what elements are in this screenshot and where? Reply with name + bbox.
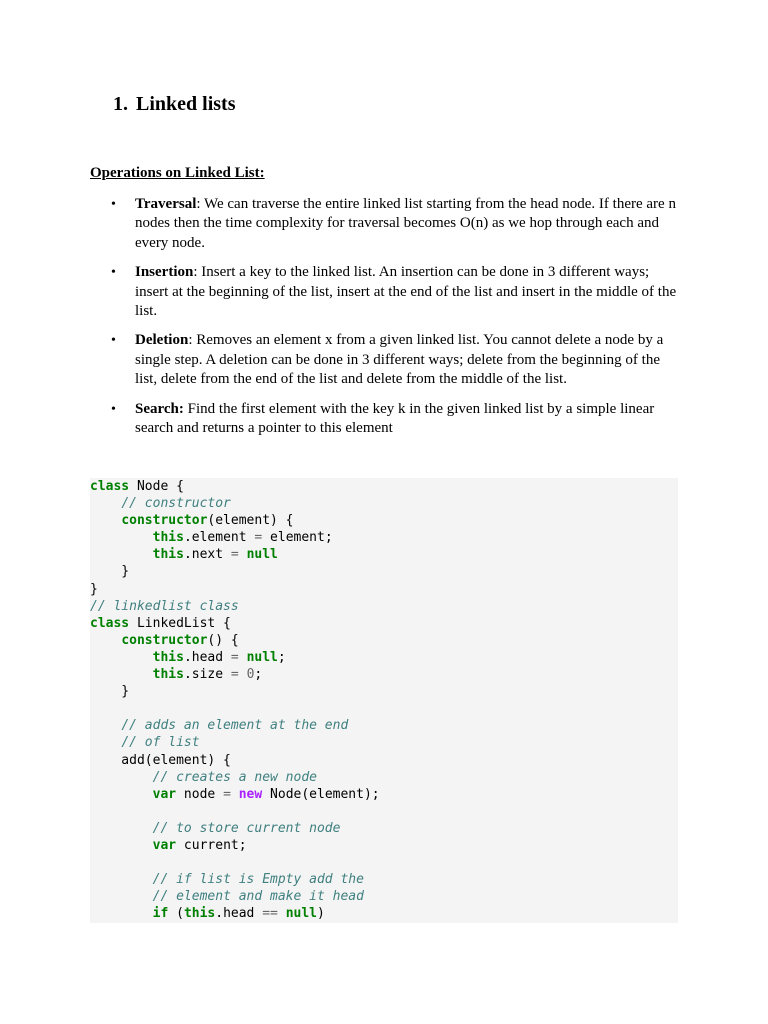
code-token: new xyxy=(238,786,263,802)
code-block xyxy=(90,478,678,923)
code-line xyxy=(90,667,262,682)
code-line xyxy=(90,513,294,528)
code-token: } xyxy=(90,684,130,700)
code-token: .size xyxy=(183,667,231,683)
code-token: = xyxy=(223,786,231,802)
code-token xyxy=(90,718,121,733)
code-token: 0 xyxy=(246,667,255,683)
code-token: = xyxy=(230,667,239,683)
bullet-icon: • xyxy=(111,265,116,281)
code-line xyxy=(90,650,286,665)
operation-term: Insertion xyxy=(135,264,194,281)
code-line xyxy=(90,479,184,494)
operation-term: Traversal xyxy=(135,196,197,212)
code-token: ) xyxy=(317,906,325,922)
code-token xyxy=(90,787,153,802)
code-line xyxy=(90,872,364,887)
code-token: class xyxy=(90,479,137,494)
operation-desc: We can traverse the entire linked list starting from the head node. If there are n nodes then the time complexity for traversal becomes O(n) as we hop through each and every node. xyxy=(135,196,676,251)
code-token xyxy=(90,547,153,562)
code-token: constructor xyxy=(121,513,208,529)
bullet-icon: • xyxy=(111,333,116,349)
code-token: // to store current node xyxy=(152,820,341,836)
code-listing xyxy=(90,478,678,922)
code-token: this xyxy=(183,906,216,922)
code-line xyxy=(90,530,333,545)
code-token: .next xyxy=(183,547,231,563)
code-token: Node { xyxy=(136,479,184,494)
code-token: // constructor xyxy=(121,496,231,512)
code-token: // of list xyxy=(121,735,200,751)
code-token: constructor xyxy=(121,632,208,648)
code-token xyxy=(90,735,121,750)
code-token: this xyxy=(152,649,184,665)
code-token: .head xyxy=(215,906,263,922)
operation-sep: : xyxy=(193,264,198,281)
code-token: ; xyxy=(254,667,263,683)
code-line xyxy=(90,787,380,802)
code-line xyxy=(90,564,129,579)
list-item xyxy=(90,331,680,389)
code-token xyxy=(90,872,153,887)
code-token xyxy=(90,513,121,528)
code-token xyxy=(90,530,153,545)
code-token: == xyxy=(262,906,278,922)
code-token xyxy=(90,889,153,904)
operation-sep: : xyxy=(196,196,201,212)
operation-desc: Find the first element with the key k in the given linked list by a simple linear search and returns a pointer to this element xyxy=(135,400,655,437)
code-line xyxy=(90,582,98,597)
code-line xyxy=(90,616,231,631)
code-token: var xyxy=(152,837,177,853)
code-token: element; xyxy=(262,530,333,546)
page-title xyxy=(113,93,235,116)
code-token: } xyxy=(90,581,98,597)
bullet-icon: • xyxy=(111,401,116,417)
code-token: Node(element); xyxy=(262,786,380,802)
list-item xyxy=(90,263,680,321)
code-token xyxy=(90,496,121,511)
code-token: this xyxy=(152,547,184,563)
heading-text: Linked lists xyxy=(136,93,236,115)
code-line xyxy=(90,547,278,562)
code-token: if xyxy=(152,906,169,922)
code-token xyxy=(90,821,153,836)
code-token xyxy=(239,667,247,682)
code-token xyxy=(231,787,239,802)
code-token: null xyxy=(246,547,278,563)
operation-desc: Removes an element x from a given linked list. You cannot delete a node by a single step. A deletion can be done in 3 different ways; delete from the beginning of the list, delete from the end of the list and delete from the middle of the list. xyxy=(135,332,664,388)
code-token xyxy=(90,906,153,921)
code-token: node xyxy=(176,786,224,802)
code-token xyxy=(239,547,247,562)
list-item xyxy=(90,195,680,253)
code-token: null xyxy=(285,906,318,922)
code-token: = xyxy=(254,530,263,546)
code-token: var xyxy=(152,786,177,802)
operation-term: Deletion xyxy=(135,332,189,349)
code-token: null xyxy=(246,649,278,665)
code-token xyxy=(90,770,153,785)
code-token: current; xyxy=(176,837,247,853)
code-line xyxy=(90,633,239,648)
code-token: this xyxy=(152,530,184,546)
code-line xyxy=(90,889,364,904)
code-line xyxy=(90,599,239,614)
code-token: .element xyxy=(183,530,255,546)
code-token: // element and make it head xyxy=(152,889,364,905)
code-token: } xyxy=(90,564,130,580)
operation-desc: Insert a key to the linked list. An insertion can be done in 3 different ways; insert at the beginning of the list, insert at the end of the list and insert in the middle of the list. xyxy=(135,264,677,320)
code-line xyxy=(90,838,247,853)
code-token: ; xyxy=(277,649,286,665)
list-item xyxy=(90,400,680,439)
code-token: add(element) { xyxy=(90,752,231,768)
code-token: // linkedlist class xyxy=(90,598,239,614)
code-token xyxy=(90,838,153,853)
code-token: .head xyxy=(183,649,231,665)
code-token: = xyxy=(230,547,239,563)
code-token xyxy=(90,667,153,682)
heading-number: 1. xyxy=(113,93,128,115)
operations-heading: Operations on Linked List: xyxy=(90,165,265,181)
code-line xyxy=(90,718,348,733)
code-token: // adds an element at the end xyxy=(121,718,349,734)
code-token xyxy=(90,650,153,665)
code-token: ( xyxy=(168,906,184,922)
code-token: () { xyxy=(207,632,239,648)
code-token xyxy=(278,906,286,921)
code-token xyxy=(239,650,247,665)
code-line xyxy=(90,906,325,921)
code-line xyxy=(90,770,317,785)
code-token: // if list is Empty add the xyxy=(152,872,364,888)
code-token: class xyxy=(90,615,137,631)
code-token: (element) { xyxy=(207,513,294,529)
code-token: LinkedList { xyxy=(136,615,231,631)
code-token xyxy=(90,633,121,648)
operation-term: Search: xyxy=(135,400,184,417)
bullet-icon: • xyxy=(111,197,116,212)
code-line xyxy=(90,821,340,836)
operations-list xyxy=(90,195,680,448)
code-token: = xyxy=(230,649,239,665)
operation-sep: : xyxy=(188,332,193,349)
code-line xyxy=(90,735,200,750)
code-token: // creates a new node xyxy=(152,769,317,785)
code-line xyxy=(90,684,129,699)
code-line xyxy=(90,753,231,768)
code-token: this xyxy=(152,667,184,683)
code-line xyxy=(90,496,231,511)
